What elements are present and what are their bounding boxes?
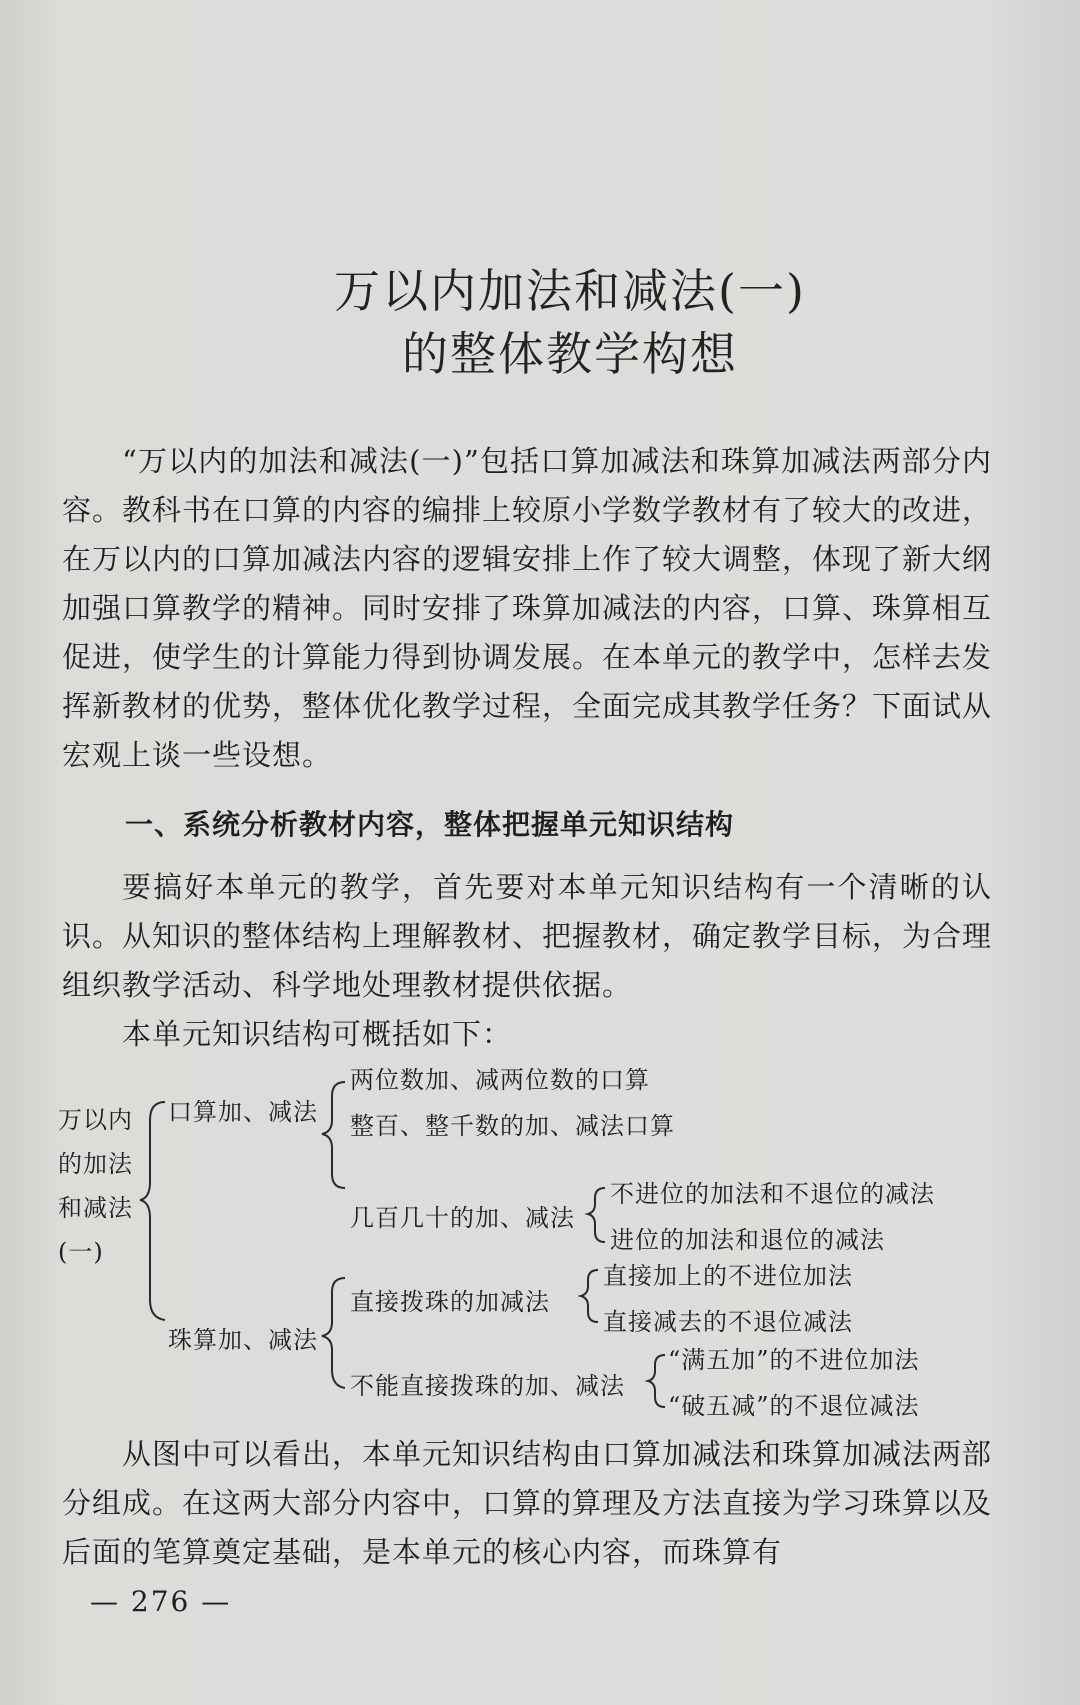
abacus-brace bbox=[322, 1278, 345, 1388]
root-line-2: 的加法 bbox=[58, 1150, 133, 1178]
root-line-3: 和减法 bbox=[58, 1194, 133, 1222]
abacus-indirect-item-2: “破五减”的不退位减法 bbox=[668, 1392, 920, 1420]
indirect-brace bbox=[648, 1355, 665, 1407]
oral-brace bbox=[322, 1082, 345, 1188]
abacus-label: 珠算加、减法 bbox=[168, 1326, 318, 1354]
hundreds-brace bbox=[588, 1188, 605, 1242]
oral-sub-label: 几百几十的加、减法 bbox=[350, 1204, 575, 1232]
paragraph-4: 从图中可以看出，本单元知识结构由口算加减法和珠算加减法两部分组成。在这两大部分内容中，口算的算理及方法直接为学习珠算以及后面的笔算奠定基础，是本单元的核心内容，而珠算有 bbox=[62, 1437, 993, 1569]
root-line-4: (一) bbox=[58, 1238, 104, 1266]
oral-label: 口算加、减法 bbox=[168, 1098, 318, 1126]
intro-paragraph: “万以内的加法和减法(一)”包括口算加减法和珠算加减法两部分内容。教科书在口算的内容的编排上较原小学数学教材有了较大的改进，在万以内的口算加减法内容的逻辑安排上作了较大调整，体现了新大纲加强口算教学的精神。同时安排了珠算加减法的内容，口算、珠算相互促进，使学生的计算能力得到协调发展。在本单元的教学中，怎样去发挥新教材的优势，整体优化教学过程，全面完成其教学任务？下面试从宏观上谈一些设想。 bbox=[62, 444, 993, 772]
title-line-1: 万以内加法和减法(一) bbox=[334, 264, 806, 318]
oral-item-1: 两位数加、减两位数的口算 bbox=[350, 1066, 650, 1094]
title-line-2: 的整体教学构想 bbox=[402, 327, 738, 381]
knowledge-structure-diagram bbox=[0, 1066, 1080, 1430]
oral-item-2: 整百、整千数的加、减法口算 bbox=[350, 1112, 675, 1140]
section-heading: 一、系统分析教材内容，整体把握单元知识结构 bbox=[125, 808, 735, 841]
abacus-indirect-item-1: “满五加”的不进位加法 bbox=[668, 1346, 920, 1374]
abacus-indirect-label: 不能直接拨珠的加、减法 bbox=[350, 1372, 625, 1400]
page-number: — 276 — bbox=[90, 1585, 232, 1618]
oral-sub-item-2: 进位的加法和退位的减法 bbox=[610, 1226, 885, 1254]
root-node bbox=[58, 1098, 133, 1274]
abacus-direct-label: 直接拨珠的加减法 bbox=[350, 1288, 550, 1316]
abacus-direct-item-1: 直接加上的不进位加法 bbox=[603, 1262, 853, 1290]
oral-sub-item-1: 不进位的加法和不退位的减法 bbox=[610, 1180, 935, 1208]
paragraph-3: 本单元知识结构可概括如下： bbox=[122, 1017, 513, 1051]
root-line-1: 万以内 bbox=[58, 1106, 133, 1134]
root-brace bbox=[140, 1102, 165, 1320]
direct-brace bbox=[581, 1270, 598, 1322]
abacus-direct-item-2: 直接减去的不退位减法 bbox=[603, 1308, 853, 1336]
paragraph-2: 要搞好本单元的教学，首先要对本单元知识结构有一个清晰的认识。从知识的整体结构上理解教材、把握教材，确定教学目标，为合理组织教学活动、科学地处理教材提供依据。 bbox=[62, 870, 993, 1002]
